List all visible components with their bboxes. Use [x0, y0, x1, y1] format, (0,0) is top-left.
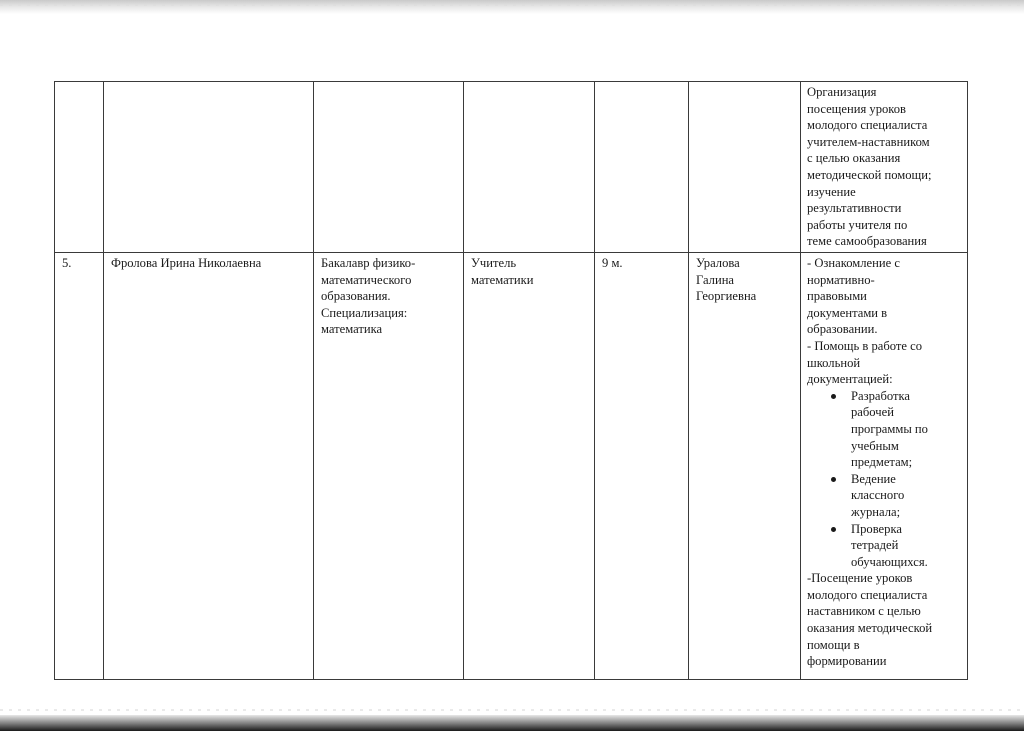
plan-line: школьной: [807, 355, 861, 370]
plan-line: молодого специалиста: [807, 587, 928, 602]
position-cell: [464, 253, 595, 680]
scan-noise-bottom: [0, 709, 1024, 711]
plan-line: изучение: [807, 184, 856, 199]
mentoring-plan-table: [54, 81, 968, 680]
plan-cell: [801, 82, 968, 253]
education-line: Бакалавр физико-: [321, 256, 416, 270]
plan-line: результативности: [807, 201, 902, 216]
plan-line: Организация: [807, 85, 877, 99]
experience-cell: [595, 82, 689, 253]
plan-line: - Помощь в работе со: [807, 338, 922, 353]
name-cell: Фролова Ирина Николаевна: [104, 253, 314, 680]
plan-line: оказания методической: [807, 621, 933, 636]
plan-line: документами в: [807, 305, 888, 320]
plan-line: наставником с целью: [807, 604, 921, 619]
experience-cell: 9 м.: [595, 253, 689, 680]
bullet-icon: [831, 477, 836, 482]
plan-bullet-item: Ведение классного журнала;: [829, 471, 963, 521]
education-cell: [314, 82, 464, 253]
scan-noise-top: [0, 4, 1024, 6]
name-cell: [104, 82, 314, 253]
plan-line: помощи в: [807, 637, 860, 652]
plan-line: образовании.: [807, 322, 878, 337]
plan-line: с целью оказания: [807, 151, 901, 166]
plan-line: молодого специалиста: [807, 118, 928, 133]
position-line: Учитель: [471, 256, 517, 270]
education-line: образования.: [321, 289, 391, 304]
education-cell: [314, 253, 464, 680]
education-line: Специализация:: [321, 305, 408, 320]
plan-line: - Ознакомление с: [807, 256, 900, 270]
position-line: математики: [471, 272, 534, 287]
plan-line: правовыми: [807, 289, 867, 304]
bullet-icon: [831, 527, 836, 532]
mentor-cell: [689, 82, 801, 253]
scan-bottom-edge: [0, 715, 1024, 731]
plan-line: теме самообразования: [807, 234, 927, 249]
education-line: математического: [321, 272, 412, 287]
plan-bullet-item: Разработка рабочей программы по учебным предметам;: [829, 388, 963, 471]
position-cell: [464, 82, 595, 253]
table-row: [55, 253, 968, 680]
plan-line: работы учителя по: [807, 217, 908, 232]
table-row: [55, 82, 968, 253]
plan-cell: [801, 253, 968, 680]
mentor-cell: [689, 253, 801, 680]
number-cell: [55, 82, 104, 253]
plan-line: методической помощи;: [807, 167, 932, 182]
bullet-icon: [831, 394, 836, 399]
plan-bullet-list: [807, 388, 963, 571]
plan-line: учителем-наставником: [807, 134, 930, 149]
plan-line: формировании: [807, 654, 887, 669]
plan-bullet-item: Проверка тетрадей обучающихся.: [829, 521, 963, 571]
mentor-line: Георгиевна: [696, 289, 757, 304]
mentor-line: Галина: [696, 272, 735, 287]
plan-line: -Посещение уроков: [807, 571, 913, 586]
plan-line: посещения уроков: [807, 101, 907, 116]
mentor-line: Уралова: [696, 256, 740, 270]
number-cell: 5.: [55, 253, 104, 680]
education-line: математика: [321, 322, 383, 337]
plan-line: документацией:: [807, 372, 893, 387]
plan-line: нормативно-: [807, 272, 875, 287]
scan-top-edge: [0, 0, 1024, 14]
